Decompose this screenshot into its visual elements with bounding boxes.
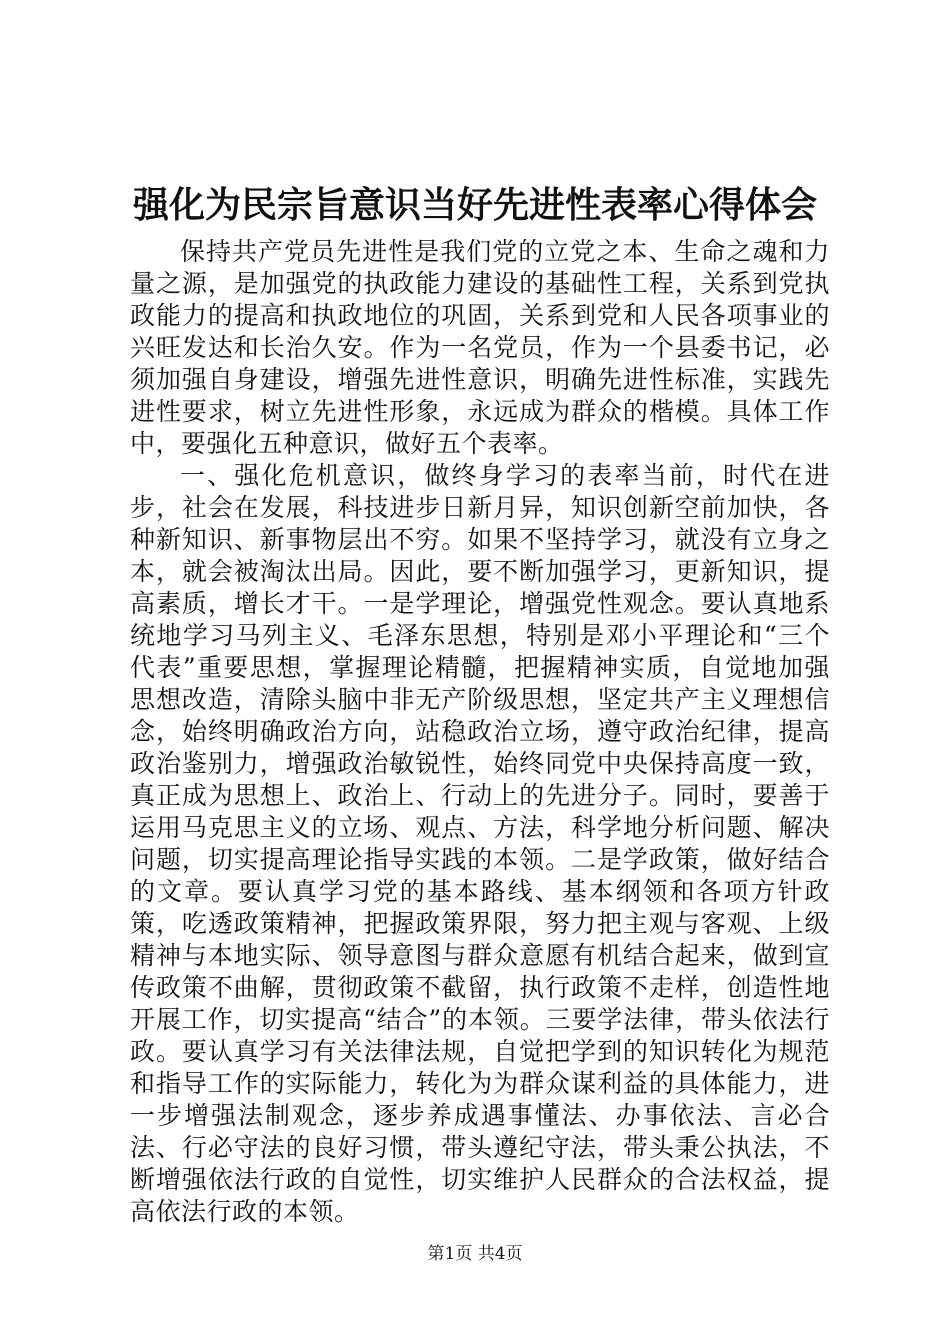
document-title: 强化为民宗旨意识当好先进性表率心得体会 bbox=[132, 184, 817, 226]
page-footer: 第1页 共4页 bbox=[427, 1244, 523, 1264]
paragraph-intro: 保持共产党员先进性是我们党的立党之本、生命之魂和力量之源，是加强党的执政能力建设的基础性工程，关系到党执政能力的提高和执政地位的巩固，关系到党和人民各项事业的兴旺发达和长治久安。作为一名党员，作为一个县委书记，必须加强自身建设，增强先进性意识，明确先进性标准，实践先进性要求，树立先进性形象，永远成为群众的楷模。具体工作中，要强化五种意识，做好五个表率。 bbox=[130, 237, 830, 458]
document-body bbox=[130, 236, 830, 1228]
paragraph-section-one: 一、强化危机意识，做终身学习的表率当前，时代在进步，社会在发展，科技进步日新月异，知识创新空前加快，各种新知识、新事物层出不穷。如果不坚持学习，就没有立身之本，就会被淘汰出局。因此，要不断加强学习，更新知识，提高素质，增长才干。一是学理论，增强党性观念。要认真地系统地学习马列主义、毛泽东思想，特别是邓小平理论和“三个代表”重要思想，掌握理论精髓，把握精神实质，自觉地加强思想改造，清除头脑中非无产阶级思想，坚定共产主义理想信念，始终明确政治方向，站稳政治立场，遵守政治纪律，提高政治鉴别力，增强政治敏锐性，始终同党中央保持高度一致，真正成为思想上、政治上、行动上的先进分子。同时，要善于运用马克思主义的立场、观点、方法，科学地分析问题、解决问题，切实提高理论指导实践的本领。二是学政策，做好结合的文章。要认真学习党的基本路线、基本纲领和各项方针政策，吃透政策精神，把握政策界限，努力把主观与客观、上级精神与本地实际、领导意图与群众意愿有机结合起来，做到宣传政策不曲解，贯彻政策不截留，执行政策不走样，创造性地开展工作，切实提高“结合”的本领。三要学法律，带头依法行政。要认真学习有关法律法规，自觉把学到的知识转化为规范和指导工作的实际能力，转化为为群众谋利益的具体能力，进一步增强法制观念，逐步养成遇事懂法、办事依法、言必合法、行必守法的良好习惯，带头遵纪守法，带头秉公执法，不断增强依法行政的自觉性，切实维护人民群众的合法权益，提高依法行政的本领。 bbox=[130, 461, 830, 1226]
